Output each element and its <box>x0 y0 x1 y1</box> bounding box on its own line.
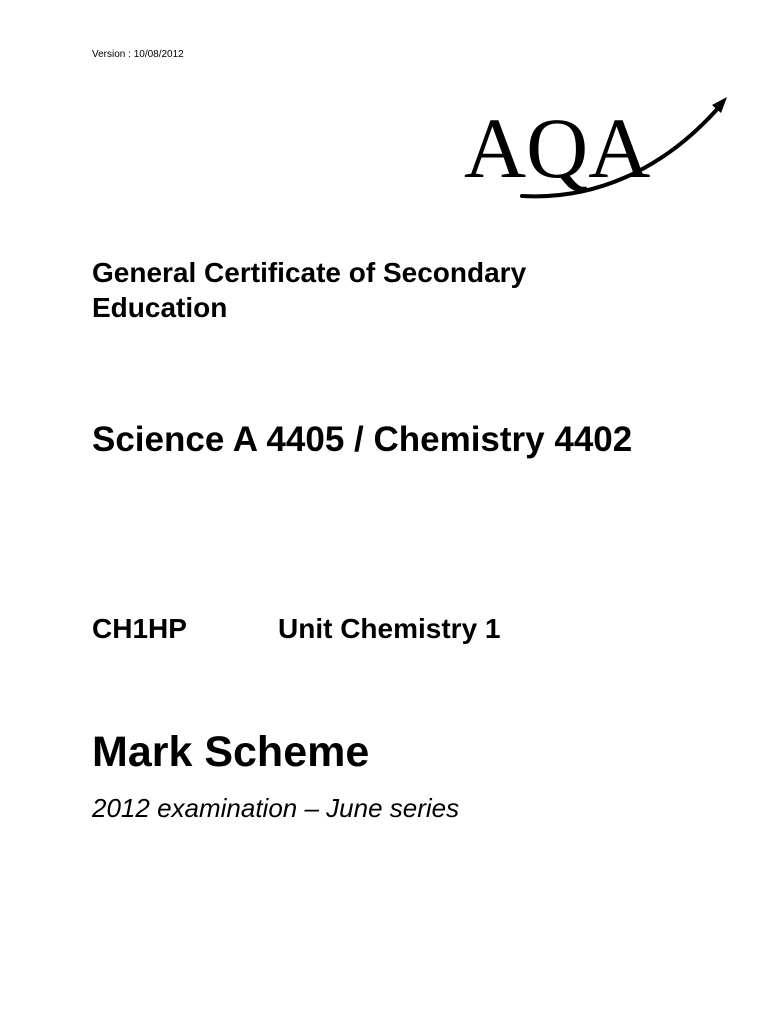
exam-series: 2012 examination – June series <box>92 793 460 823</box>
qualification-title: General Certificate of Secondary Education <box>92 257 527 323</box>
document-type: Mark Scheme <box>92 728 370 776</box>
aqa-logo <box>462 92 732 202</box>
aqa-logo-text: AQA <box>464 100 651 196</box>
aqa-logo-graphic <box>462 92 732 202</box>
unit-name: Unit Chemistry 1 <box>278 613 501 644</box>
subject-title: Science A 4405 / Chemistry 4402 <box>92 420 633 459</box>
version-date: Version : 10/08/2012 <box>92 49 184 60</box>
unit-code: CH1HP <box>92 613 187 644</box>
